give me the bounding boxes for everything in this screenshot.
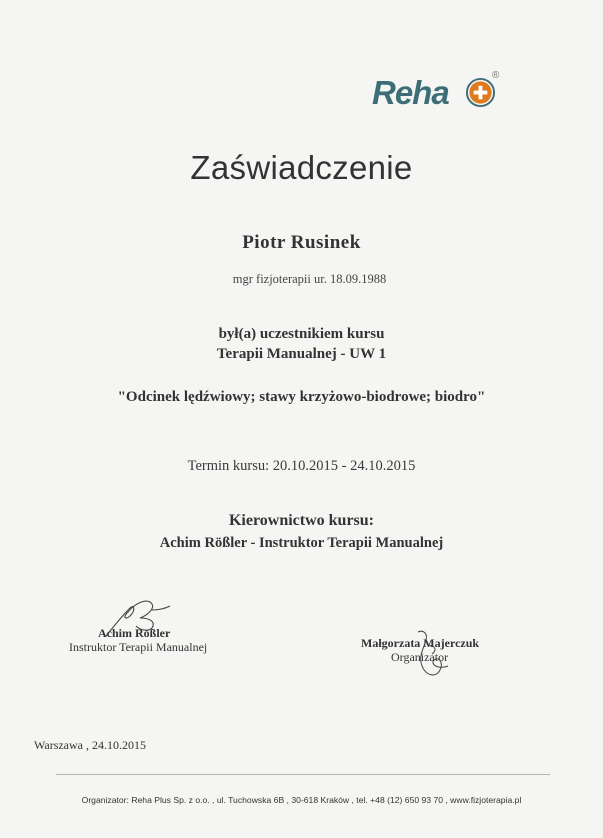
reha-plus-logo [372, 72, 502, 120]
place-and-date: Warszawa , 24.10.2015 [34, 738, 147, 752]
signer-role: Instruktor Terapii Manualnej [69, 640, 208, 654]
registered-mark: ® [492, 70, 500, 81]
signer-name: Achim Rößler [98, 626, 171, 640]
course-topic: "Odcinek lędźwiowy; stawy krzyżowo-biodrowe; biodro" [117, 389, 486, 405]
course-name: Terapii Manualnej - UW 1 [216, 346, 387, 362]
plus-icon [465, 77, 496, 108]
participation-line: był(a) uczestnikiem kursu [218, 326, 385, 342]
management-heading: Kierownictwo kursu: [228, 512, 375, 529]
course-term: Termin kursu: 20.10.2015 - 24.10.2015 [187, 458, 416, 474]
signer-role: Organizator [391, 650, 449, 664]
footer-organizer-info: Organizator: Reha Plus Sp. z o.o. , ul. Tuchowska 6B , 30-618 Kraków , tel. +48 (12) 650 93 70 , www.fizjoterapia.pl [81, 795, 522, 805]
logo-wordmark: Reha [372, 74, 449, 111]
recipient-description: mgr fizjoterapii ur. 18.09.1988 [232, 272, 387, 286]
signer-name: Małgorzata Majerczuk [361, 636, 480, 650]
management-person: Achim Rößler - Instruktor Terapii Manualnej [159, 535, 444, 551]
document-title: Zaświadczenie [190, 149, 413, 186]
footer-divider [56, 774, 550, 775]
recipient-name: Piotr Rusinek [242, 232, 361, 253]
